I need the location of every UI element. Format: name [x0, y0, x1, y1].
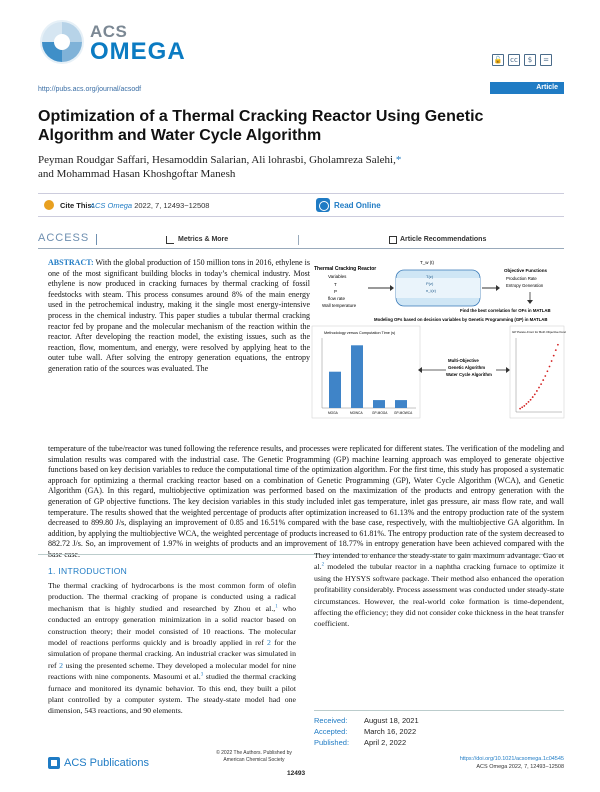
intro-left-p1c: for the simulation of propane thermal cracking. An industrial cracker was simulated in ref [48, 638, 296, 670]
reactor-tube-inner [396, 278, 480, 298]
cite-journal[interactable]: ACS Omega [90, 201, 133, 210]
date-row-received [314, 715, 564, 726]
toc-graphic [310, 258, 566, 440]
read-online-icon[interactable] [316, 198, 330, 212]
toc-bar-chart [312, 326, 420, 418]
metrics-icon[interactable] [166, 236, 174, 244]
access-bar [38, 233, 564, 249]
toc-pareto-chart [510, 326, 566, 418]
authors-line2[interactable]: and Mohammad Hasan Khoshgoftar Manesh [38, 168, 236, 180]
acs-publications-logo[interactable] [48, 756, 168, 772]
cite-icon [44, 200, 54, 210]
pareto-point [523, 405, 525, 407]
footer-citation: ACS Omega 2022, 7, 12493−12508 [476, 763, 564, 770]
pareto-point [521, 406, 523, 408]
pareto-point [534, 393, 536, 395]
toc-water-cycle: Water Cycle Algorithm [446, 372, 492, 377]
toc-bar-chart-title: Methodology versus Computation Time (s) [324, 331, 396, 335]
toc-wall-temp: Wall temperature [322, 303, 357, 308]
date-row-accepted [314, 726, 564, 737]
abstract-label: ABSTRACT: [48, 258, 94, 267]
date-value: August 18, 2021 [364, 716, 419, 725]
metrics-link[interactable]: Metrics & More [178, 236, 229, 243]
intro-right-p1: They intended to enhance the steady-state to gain maximum advantage. Gao et al. [314, 551, 564, 572]
bar-gp-mowca [395, 400, 407, 408]
toc-var-p: P [334, 289, 338, 294]
cc-by-icon[interactable]: cc [508, 54, 520, 66]
date-label: Published: [314, 738, 350, 747]
bar-gp-moga [373, 400, 385, 408]
toc-reactor-label: Thermal Cracking Reactor [314, 266, 377, 272]
pareto-point [526, 403, 528, 405]
ref-link[interactable]: 2 [267, 638, 271, 648]
publisher-name: ACS Publications [64, 757, 149, 769]
date-label: Received: [314, 716, 348, 725]
article-dates [314, 710, 564, 748]
toc-flow-rate: flow rate [328, 296, 346, 301]
access-label: ACCESS [38, 232, 90, 244]
bar-separator [298, 235, 299, 245]
copyright-line1: © 2022 The Authors. Published by [216, 750, 292, 756]
bar-moga [329, 372, 341, 408]
toc-multi-objective: Multi-Objective [448, 358, 479, 363]
bar-label: MOGA [328, 411, 338, 415]
copyright-line2: American Chemical Society [223, 756, 285, 763]
cite-label[interactable]: Cite This: [60, 201, 95, 210]
omega-logo-icon [38, 18, 86, 66]
ref-link[interactable]: 1 [275, 604, 278, 610]
pareto-point [551, 360, 553, 362]
bar-label: GP-MOWCA [394, 411, 413, 415]
cite-text [90, 201, 209, 210]
pareto-point [553, 355, 555, 357]
open-access-icon[interactable]: 🔓 [493, 56, 503, 64]
article-title: Optimization of a Thermal Cracking Reactor Using Genetic Algorithm and Water Cycle Algorithm [38, 108, 484, 144]
toc-t-z: T(z) [426, 274, 434, 279]
date-value: March 16, 2022 [364, 727, 417, 736]
license-icons [492, 54, 552, 66]
copyright [214, 750, 294, 763]
logo-text-omega: OMEGA [90, 38, 186, 65]
toc-n-z: n_i(z) [426, 288, 437, 293]
ref-link[interactable]: 2 [321, 562, 325, 568]
toc-modeling-ofs: Modeling OFs based on decision variables by Genetic Programming (GP) in MATLAB [374, 317, 548, 322]
intro-left-column [48, 580, 296, 717]
pareto-point [540, 383, 542, 385]
intro-right-column [314, 550, 564, 630]
pareto-point [555, 349, 557, 351]
access-separator [96, 234, 97, 245]
nd-icon[interactable]: = [540, 54, 552, 66]
pareto-point [557, 344, 559, 346]
corresponding-author-mark[interactable]: * [395, 154, 402, 166]
doi-link[interactable]: https://doi.org/10.1021/acsomega.1c04545 [459, 756, 564, 762]
ref-link[interactable]: 2 [59, 660, 63, 670]
page-number: 12493 [287, 770, 306, 777]
toc-production-rate: Production Rate [506, 276, 537, 281]
intro-left-p1b: who conducted an entropy generation minimization in a solid reactor based on construction theory; their model consisted of 10 reactions. The molecular model of reactions performs quickly and is broadly applied in ref [48, 603, 296, 648]
abstract-text-part1: With the global production of 150 million tons in 2016, ethylene is one of the most significant building blocks in today’s chemical industry. Most ethylene is now produced in cracking furnaces by thermal cracking of fossil feedstocks with steam. This process consumes around 8% of the main energy used in the petrochemical industry, making it the single most energy-intensive process in the chemical industry. This paper studies a tubular thermal cracking reactor fed by propane and the molecular mechanism of the reaction within the reactor. After developing the reaction model, the existing issues, such as the reaction, flow, momentum, and energy, were resolved by applying heat to the outer tube wall. After solving the entropy generation equations, the entropy generation ratio of the sources was evaluated. The [48, 258, 310, 373]
toc-find-best: Find the best correlation for OFs in MATLAB [460, 308, 551, 313]
ref-link[interactable]: 3 [200, 672, 204, 678]
toc-pareto-title: GP Pareto-Front for Both Objective Function [512, 330, 566, 334]
logo-text-acs: ACS [90, 22, 128, 41]
pareto-point [547, 370, 549, 372]
acs-omega-logo [38, 18, 186, 68]
pareto-point [538, 387, 540, 389]
pareto-point [530, 399, 532, 401]
cite-bar [38, 193, 564, 217]
pareto-point [542, 379, 544, 381]
pareto-point [549, 366, 551, 368]
date-value: April 2, 2022 [364, 738, 407, 747]
intro-right-p1b: modeled the tubular reactor in a naphtha cracking furnace to optimize it using the HYSYS software package. Their method also enhanced the operation profitability considerably. Process assessment was conducted under steady-state circumstances. However, the real-world coke formation is time-dependent, affecting the efficiency; they did not consider coke thickness in the heat transfer coefficient. [314, 562, 564, 629]
read-online-link[interactable]: Read Online [334, 201, 381, 210]
cite-details: 2022, 7, 12493−12508 [132, 201, 210, 210]
recommendations-link[interactable]: Article Recommendations [400, 236, 487, 243]
abstract-left-text [48, 258, 310, 375]
pareto-point [519, 408, 521, 410]
toc-p-z: P(z) [426, 281, 434, 286]
bar-label: MOWCA [350, 411, 363, 415]
pareto-point [544, 375, 546, 377]
authors [38, 153, 518, 181]
intro-left-p1e: studied the thermal cracking furnace and monitored its dynamic behavior. To this end, they built a pilot plant controlled by a computer system. The steady-state model had one dimension, 543 reactions, and 90 elements. [48, 672, 296, 716]
footer-doi-block [440, 756, 564, 771]
intro-left-p1d: using the presented scheme. They developed a molecular model for nine reactions with nine components. Masoumi et al. [48, 660, 296, 682]
date-label: Accepted: [314, 727, 348, 736]
toc-genetic-algorithm: Genetic Algorithm [448, 365, 486, 370]
bar-mowca [351, 345, 363, 408]
pareto-point [528, 401, 530, 403]
recommendations-icon[interactable] [389, 236, 397, 244]
toc-tw: T_w (t) [420, 260, 434, 265]
article-type-badge: Article [490, 82, 564, 94]
toc-variables-label: Variables [328, 274, 347, 279]
toc-entropy-generation: Entropy Generation [506, 283, 544, 288]
bar-label: GP-MOGA [372, 411, 388, 415]
abstract-text-part2: temperature of the tube/reactor was tuned following the reference results, and processes were replicated for different states. The verification of the modeling and simulation results was compared with the industrial case. The Genetic Programming (GP) machine learning approach was employed to generate objective functions based on key decision variables to reduce the computational time of the optimization algorithm. For the first time, this study has proposed a systematic approach for optimizing a thermal cracking reactor based on a combination of Genetic Programming (GP), Water Cycle Algorithm (WCA), and Genetic Algorithm (GA). In this regard, multiobjective optimization was performed based on the maximization of the products and entropy generation with the generation of GP objective functions. The key decision variables in this study included inlet gas temperature, inlet gas pressure, air mass flow rate, and wall temperature. The results showed that the weighted percentage of products after optimization increased to 61.13% and the entropy production rate of the system decreased to 899.80 J/s, displaying an improvement of 0.85 and 16.51% compared with the base case, respectively, with the multiobjective GA algorithm. In addition, by applying the multiobjective WCA, the weighted percentage of products increased to 61.81%. The entropy production rate of the system decreased to 882.72 J/s. So, an improvement of 1.97% in weights of products and an improvement of 18.77% in entropy generation have been achieved compared with the [48, 444, 564, 549]
journal-url-link[interactable]: http://pubs.acs.org/journal/acsodf [38, 86, 142, 93]
toc-var-t: T [334, 282, 337, 287]
intro-left-p1: The thermal cracking of hydrocarbons is the most common form of olefin production. The thermal cracking of propane is conducted using a radical mechanism that is highly studied and researched by Zhou et al., [48, 581, 296, 613]
authors-line1[interactable]: Peyman Roudgar Saffari, Hesamoddin Salarian, Ali lohrasbi, Gholamreza Salehi, [38, 154, 396, 166]
nc-icon[interactable]: $ [524, 54, 536, 66]
pareto-point [532, 396, 534, 398]
toc-objective-functions: Objective Functions [504, 268, 548, 273]
date-row-published [314, 737, 564, 748]
introduction-heading: 1. INTRODUCTION [48, 566, 128, 576]
pareto-point [536, 390, 538, 392]
acs-publications-icon [48, 757, 60, 769]
